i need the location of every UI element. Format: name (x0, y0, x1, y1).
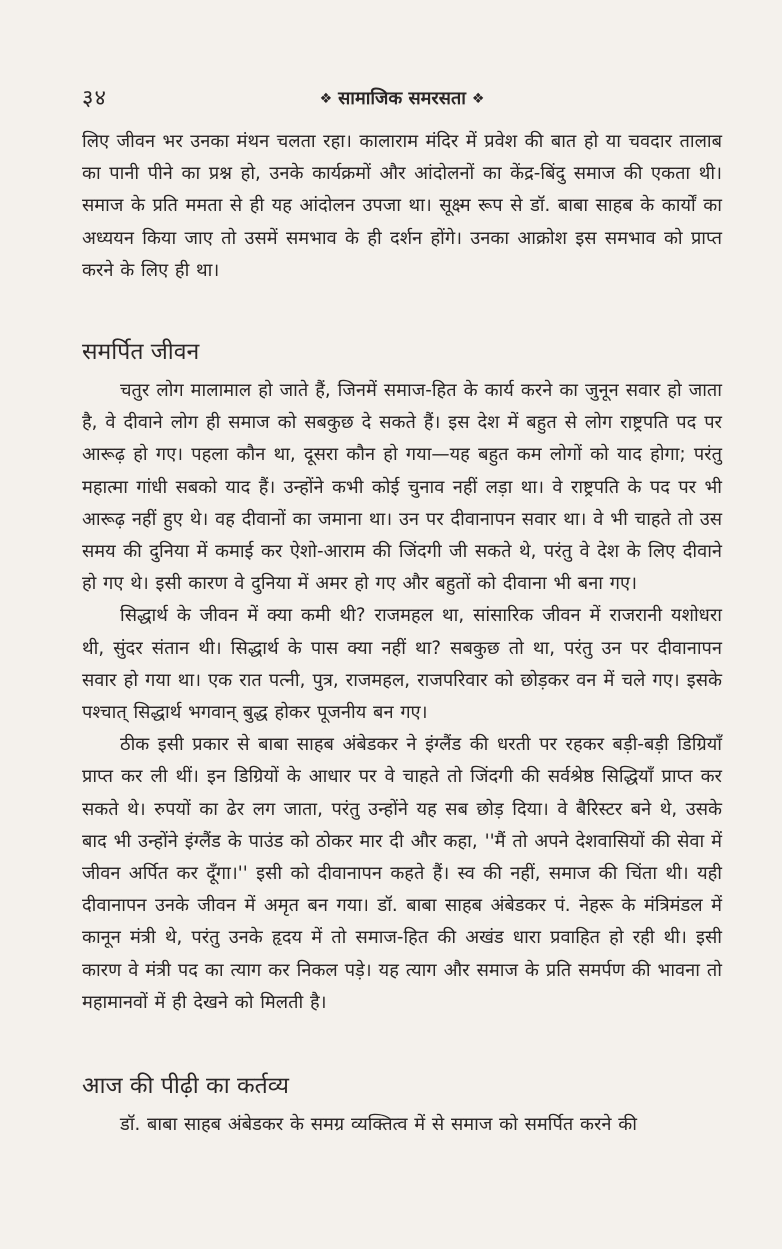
paragraph: सिद्धार्थ के जीवन में क्या कमी थी? राजमहल था, सांसारिक जीवन में राजरानी यशोधरा थी, सुंदर संतान थी। सिद्धार्थ के पास क्या नहीं था? सबकुछ तो था, परंतु उन पर दीवानापन सवार हो गया था। एक रात पत्नी, पुत्र, राजमहल, राजपरिवार को छोड़कर वन में चले गए। इसके पश्चात् सिद्धार्थ भगवान् बुद्ध होकर पूजनीय बन गए। (82, 605, 722, 724)
running-title (82, 86, 722, 112)
running-header (82, 82, 722, 118)
ornament-left-icon: ❖ (319, 91, 333, 107)
section-heading-samarpit-jeevan: समर्पित जीवन (82, 339, 200, 366)
section-heading-aaj-ki-peedhi: आज की पीढ़ी का कर्तव्य (82, 1073, 289, 1100)
paragraph: डॉ. बाबा साहब अंबेडकर के समग्र व्यक्तित्व में से समाज को समर्पित करने की (120, 1114, 637, 1136)
page-number: ३४ (82, 86, 107, 111)
paragraph-continued: लिए जीवन भर उनका मंथन चलता रहा। कालाराम मंदिर में प्रवेश की बात हो या चवदार तालाब का पानी पीने का प्रश्न हो, उनके कार्यक्रमों और आंदोलनों का केंद्र-बिंदु समाज की एकता थी। समाज के प्रति ममता से ही यह आंदोलन उपजा था। सूक्ष्म रूप से डॉ. बाबा साहब के कार्यों का अध्ययन किया जाए तो उसमें समभाव के ही दर्शन होंगे। उनका आक्रोश इस समभाव को प्राप्त करने के लिए ही था। (82, 131, 722, 281)
body-text (82, 126, 722, 1141)
paragraph: चतुर लोग मालामाल हो जाते हैं, जिनमें समाज-हित के कार्य करने का जुनून सवार हो जाता है, वे दीवाने लोग ही समाज को सबकुछ दे सकते हैं। इस देश में बहुत से लोग राष्ट्रपति पद पर आरूढ़ हो गए। पहला कौन था, दूसरा कौन हो गया—यह बहुत कम लोगों को याद होगा; परंतु महात्मा गांधी सबको याद हैं। उन्होंने कभी कोई चुनाव नहीं लड़ा था। वे राष्ट्रपति के पद पर भी आरूढ़ नहीं हुए थे। वह दीवानों का जमाना था। उन पर दीवानापन सवार था। वे भी चाहते तो उस समय की दुनिया में कमाई कर ऐशो-आराम की जिंदगी जी सकते थे, परंतु वे देश के लिए दीवाने हो गए थे। इसी कारण वे दुनिया में अमर हो गए और बहुतों को दीवाना भी बना गए। (82, 380, 722, 595)
paragraph: ठीक इसी प्रकार से बाबा साहब अंबेडकर ने इंग्लैंड की धरती पर रहकर बड़ी-बड़ी डिग्रियाँ प्राप्त कर ली थीं। इन डिग्रियों के आधार पर वे चाहते तो जिंदगी की सर्वश्रेष्ठ सिद्धियाँ प्राप्त कर सकते थे। रुपयों का ढेर लग जाता, परंतु उन्होंने यह सब छोड़ दिया। वे बैरिस्टर बने थे, उसके बाद भी उन्होंने इंग्लैंड के पाउंड को ठोकर मार दी और कहा, ''मैं तो अपने देशवासियों की सेवा में जीवन अर्पित कर दूँगा।'' इसी को दीवानापन कहते हैं। स्व की नहीं, समाज की चिंता थी। यही दीवानापन उनके जीवन में अमृत बन गया। डॉ. बाबा साहब अंबेडकर पं. नेहरू के मंत्रिमंडल में कानून मंत्री थे, परंतु उनके हृदय में तो समाज-हित की अखंड धारा प्रवाहित हो रही थी। इसी कारण वे मंत्री पद का त्याग कर निकल पड़े। यह त्याग और समाज के प्रति समर्पण की भावना तो महामानवों में ही देखने को मिलती है। (82, 734, 722, 1013)
ornament-right-icon: ❖ (471, 91, 485, 107)
book-title: सामाजिक समरसता (338, 88, 466, 109)
